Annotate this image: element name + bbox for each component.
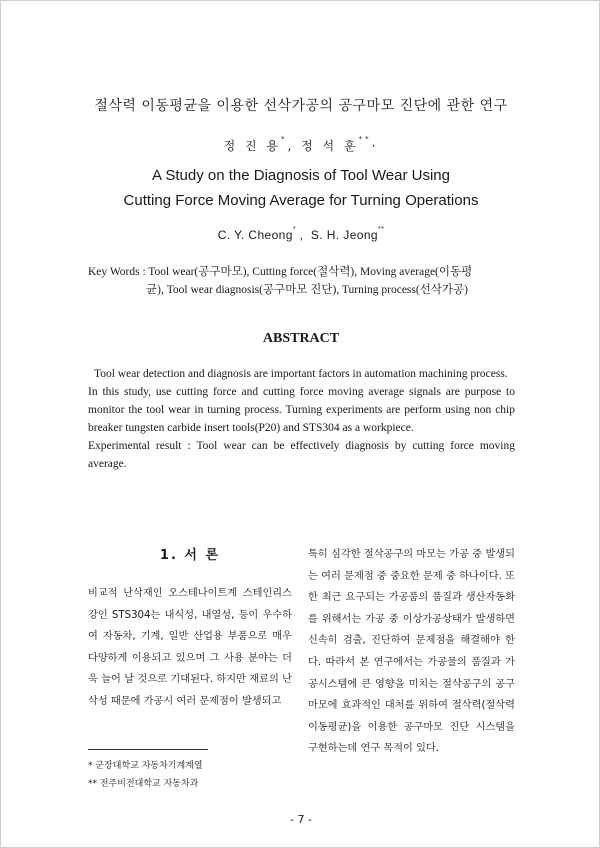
korean-title: 절삭력 이동평균을 이용한 선삭가공의 공구마모 진단에 관한 연구 [94,98,508,114]
english-author1-mark: * [292,226,296,233]
korean-author-separator: , 정 석 훈 [287,139,359,153]
key-words-line1: Key Words : Tool wear(공구마모), Cutting force(절삭력), Moving average(이동평 [88,266,473,278]
right-column [308,544,515,760]
abstract-paragraph-1: Tool wear detection and diagnosis are important factors in automation machining process. [94,368,508,380]
section-heading-introduction: 1. 서 론 [159,548,221,563]
english-title-line1: A Study on the Diagnosis of Tool Wear Using [152,167,450,184]
abstract-heading: ABSTRACT [262,331,340,346]
english-author-separator: , [295,228,311,242]
footnote-divider [88,749,208,750]
abstract-paragraph-2: In this study, use cutting force and cutting force moving average signals are purpose to monitor the tool wear in turning process. Turning experiments are perform using non chip breaker tungsten carbide insert tools(P20) and STS304 as a workpiece. [88,386,515,434]
korean-author2-mark: ** [358,135,372,143]
english-author2-mark: ** [378,226,385,233]
korean-authors [1,137,600,154]
footnote-1: * 군장대학교 자동차기계계열 [88,761,203,771]
korean-author-names: 정 진 용 [223,139,282,153]
page-number: - 7 - [290,813,312,826]
english-title-line2: Cutting Force Moving Average for Turning Operations [123,192,479,209]
english-author1: C. Y. Cheong [217,228,293,242]
english-title [1,163,600,213]
footnotes [88,757,298,793]
english-authors [1,228,600,242]
abstract-body [88,365,515,473]
key-words [88,263,518,299]
abstract-paragraph-3: Experimental result : Tool wear can be effectively diagnosis by cutting force moving average. [88,440,515,470]
left-column-text: 비교적 난삭재인 오스테나이트계 스테인리스강인 STS304는 내식성, 내열성, 등이 우수하여 자동차, 기계, 일반 산업용 부품으로 매우 다양하게 이용되고 있으며 그 사용 분야는 더욱 늘어 날 것으로 기대된다. 하지만 재료의 난삭성 때문에 가공시 여러 문제점이 발생되고 [88,588,292,707]
right-column-text: 특히 심각한 절삭공구의 마모는 가공 중 발생되는 여러 문제점 중 중요한 문제 중 하나이다. 또한 최근 요구되는 가공품의 품질과 생산자동화를 위해서는 가공 중 이상가공상태가 발생하면 신속히 검출, 진단하여 문제점을 해결해야 한다. 따라서 본 연구에서는 가공물의 품질과 가공시스템에 큰 영향을 미치는 절삭공구의 공구마모에 효과적인 대처를 위하여 절삭력(절삭력 이동평균)을 이용한 공구마모 진단 시스템을 구현하는데 연구 목적이 있다. [308,549,515,755]
footnote-2: ** 전주비전대학교 자동차과 [88,779,199,789]
left-column [88,544,292,713]
english-author2: S. H. Jeong [310,228,378,242]
korean-author-end: · [371,139,379,153]
key-words-line2: 균), Tool wear diagnosis(공구마모 진단), Turning process(선삭가공) [146,284,468,296]
korean-author1-mark: * [281,135,288,143]
